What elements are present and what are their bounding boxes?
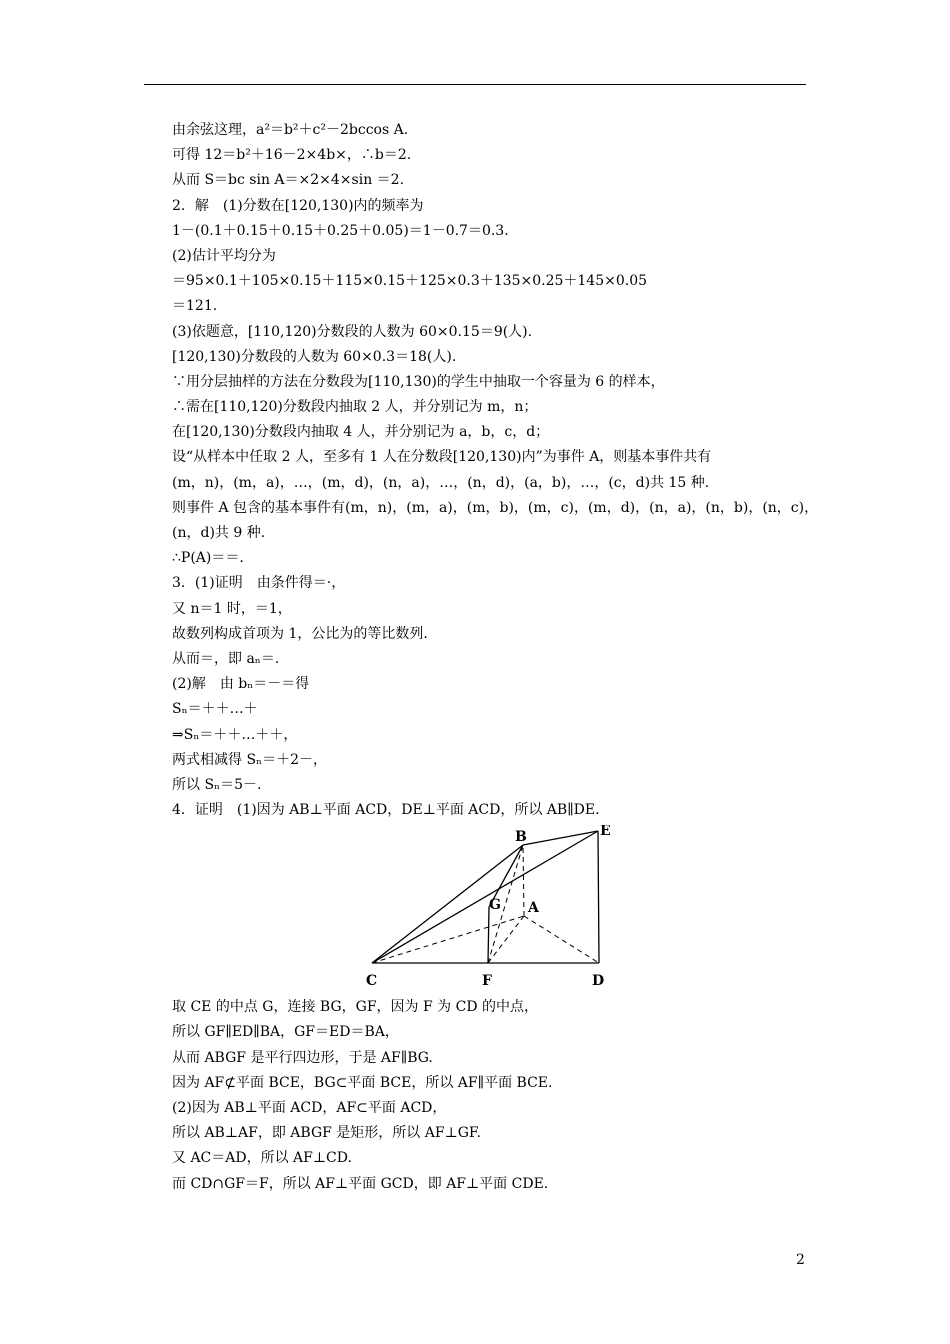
edge-gf <box>488 907 489 963</box>
text-line: 则事件 A 包含的基本事件有(m，n)，(m，a)，(m，b)，(m，c)，(m，d)，(n，a)，(n，b)，(n，c)， <box>172 499 819 516</box>
edge-ad <box>524 916 599 963</box>
text-line: ＝121. <box>172 298 218 315</box>
geometry-figure <box>172 825 812 995</box>
text-line: 又 n＝1 时，＝1， <box>172 600 292 617</box>
label-b: B <box>515 829 527 846</box>
header-rule <box>144 84 806 85</box>
page-number: 2 <box>796 1252 805 1268</box>
label-g: G <box>489 897 501 914</box>
text-line: 1－(0.1＋0.15＋0.15＋0.25＋0.05)＝1－0.7＝0.3. <box>172 222 509 239</box>
text-line: 因为 AF⊄平面 BCE，BG⊂平面 BCE，所以 AF∥平面 BCE. <box>172 1074 553 1091</box>
text-line: 故数列构成首项为 1，公比为的等比数列. <box>172 625 428 642</box>
text-line: 由余弦这理，a²＝b²＋c²－2bccos A. <box>172 122 409 138</box>
text-line: 所以 AB⊥AF，即 ABGF 是矩形，所以 AF⊥GF. <box>172 1125 481 1142</box>
text-line: 3．(1)证明 由条件得＝·， <box>172 575 346 592</box>
text-line: (2)解 由 bₙ＝－＝得 <box>172 676 310 693</box>
text-line: 设“从样本中任取 2 人，至多有 1 人在分数段[120,130)内”为事件 A，则基本事件共有 <box>172 449 712 466</box>
solid-diagram <box>352 825 612 995</box>
label-c: C <box>366 973 378 990</box>
text-line: 4．证明 (1)因为 AB⊥平面 ACD，DE⊥平面 ACD，所以 AB∥DE. <box>172 802 600 819</box>
text-line: 从而 ABGF 是平行四边形，于是 AF∥BG. <box>172 1049 433 1066</box>
label-f: F <box>482 973 492 990</box>
text-line: ＝95×0.1＋105×0.15＋115×0.15＋125×0.3＋135×0.25＋145×0.05 <box>172 273 648 290</box>
text-line: ∴需在[110,120)分数段内抽取 2 人，并分别记为 m，n； <box>172 399 538 416</box>
text-line: 在[120,130)分数段内抽取 4 人，并分别记为 a，b，c，d； <box>172 424 550 441</box>
text-line: 两式相减得 Sₙ＝＋2－， <box>172 751 328 768</box>
text-line: 从而 S＝bc sin A＝×2×4×sin ＝2. <box>172 172 405 189</box>
text-line: (3)依题意，[110,120)分数段的人数为 60×0.15＝9(人). <box>172 323 533 340</box>
text-line: (m，n)，(m，a)，…，(m，d)，(n，a)，…，(n，d)，(a，b)，…，(c，d)共 15 种. <box>172 474 710 491</box>
text-line: (2)估计平均分为 <box>172 247 276 264</box>
edge-ca <box>372 916 524 963</box>
edge-af <box>488 916 524 963</box>
text-line: ∴P(A)＝＝. <box>172 550 244 567</box>
text-line: 可得 12＝b²＋16－2×4b×，∴b＝2. <box>172 147 412 164</box>
text-line: ⇒Sₙ＝＋＋…＋＋， <box>172 726 298 743</box>
text-line: [120,130)分数段的人数为 60×0.3＝18(人). <box>172 348 457 365</box>
text-line: 2．解 (1)分数在[120,130)内的频率为 <box>172 197 424 214</box>
text-line: (2)因为 AB⊥平面 ACD，AF⊂平面 ACD， <box>172 1100 447 1116</box>
label-e: E <box>600 825 611 840</box>
edge-ce <box>372 831 598 963</box>
label-a: A <box>528 900 539 917</box>
text-line: 又 AC＝AD，所以 AF⊥CD. <box>172 1150 352 1167</box>
text-line: 所以 Sₙ＝5－. <box>172 776 262 793</box>
text-line: Sₙ＝＋＋…＋ <box>172 701 258 718</box>
label-d: D <box>592 973 605 990</box>
text-line: ∵用分层抽样的方法在分数段为[110,130)的学生中抽取一个容量为 6 的样本， <box>172 373 665 390</box>
text-line: 而 CD∩GF＝F，所以 AF⊥平面 GCD，即 AF⊥平面 CDE. <box>172 1175 549 1192</box>
edge-ab <box>523 845 524 916</box>
solution-content <box>172 118 819 1197</box>
edge-de <box>598 831 599 963</box>
text-line: 取 CE 的中点 G，连接 BG，GF，因为 F 为 CD 的中点， <box>172 999 538 1016</box>
text-line: (n，d)共 9 种. <box>172 525 266 541</box>
text-line: 所以 GF∥ED∥BA，GF＝ED＝BA， <box>172 1024 399 1041</box>
text-line: 从而＝，即 aₙ＝. <box>172 650 280 667</box>
